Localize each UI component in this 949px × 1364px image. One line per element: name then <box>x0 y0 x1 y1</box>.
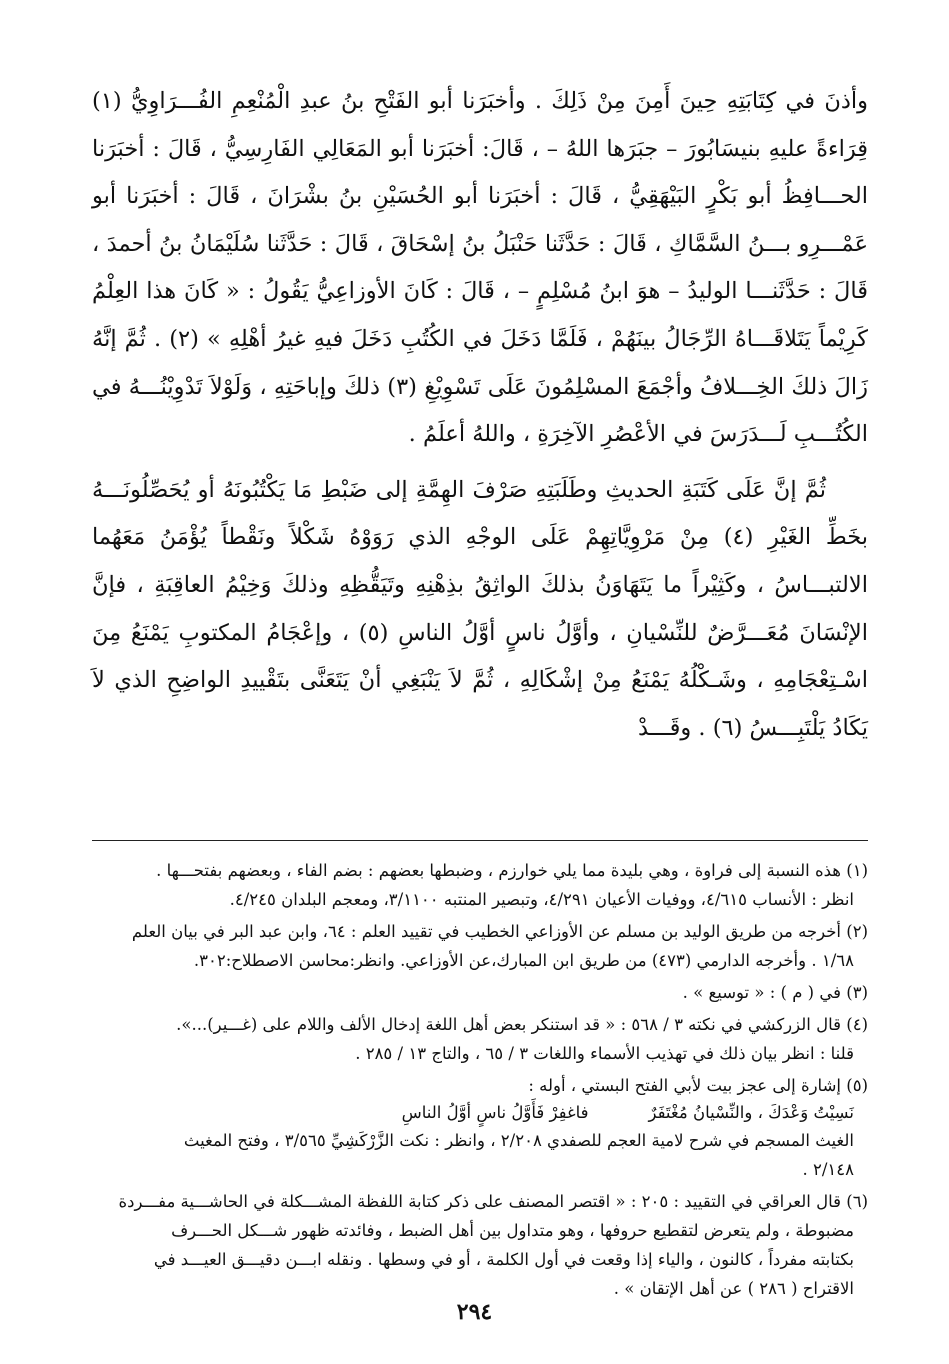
footnote-line: (٦) قال العراقي في التقييد : ٢٠٥ : « اقتصر المصنف على ذكر كتابة اللفظة المشـــكلة في الحاشـــية مفـــردة <box>118 1192 868 1211</box>
footnote-line: (١) هذه النسبة إلى فراوة ، وهي بليدة مما يلي خوارزم ، وضبطها بعضهم : بضم الفاء ، وبعضهم بفتحـــها . <box>156 861 868 880</box>
footnote-line: (٣) في ( م ) : « توسيع » . <box>682 983 868 1002</box>
verse-hemistich-second: فاغفِرْ فَأَوَّلُ ناسٍ أوَّلُ الناسِ <box>401 1103 589 1122</box>
footnote-line: الغيث المسجم في شرح لامية العجم للصفدي ٢/٢٠٨ ، وانظر : نكت الزَّرْكَشِيِّ ٣/٥٦٥ ، وفتح المغيث <box>183 1131 854 1150</box>
footnote-2 <box>92 917 868 975</box>
footnote-4 <box>92 1010 868 1068</box>
footnote-line: ٢/١٤٨ . <box>802 1160 854 1179</box>
main-text <box>92 78 868 752</box>
verse-hemistich-first: نَسِيْتُ وَعْدَكَ ، والنِّسْيانُ مُغْتَفَرٌ <box>648 1103 854 1122</box>
footnote-6 <box>92 1187 868 1303</box>
footnote-line: الاقتراح ( ٢٨٦ ) عن أهل الإتقان » . <box>613 1279 854 1298</box>
page-body <box>92 78 869 1298</box>
footnote-line: ١/٦٨ . وأخرجه الدارمي (٤٧٣) من طريق ابن المبارك،عن الأوزاعي. وانظر:محاسن الاصطلاح:٣٠٢. <box>193 951 854 970</box>
footnote-separator <box>92 840 868 841</box>
footnote-3 <box>92 978 868 1007</box>
footnote-line: (٥) إشارة إلى عجز بيت لأبي الفتح البستي ، أوله : <box>528 1076 868 1095</box>
footnote-line: (٢) أخرجه من طريق الوليد بن مسلم عن الأوزاعي الخطيب في تقييد العلم : ٦٤، وابن عبد البر في بيان العلم <box>131 922 868 941</box>
footnote-1 <box>92 856 868 914</box>
paragraph-2: ثُمَّ إنَّ عَلَى كَتَبَةِ الحديثِ وطَلَبَتِهِ صَرْفَ الهِمَّةِ إلى ضَبْطِ مَا يَكْتُبُونَهُ أو يُحَصِّلُونَـــهُ بخَطِّ الغَيْرِ (٤) مِنْ مَرْوِيَّاتِهِمْ عَلَى الوجْهِ الذي رَوَوْهُ شَكْلاً ونَقْطاً يُؤْمَنُ مَعَهُما الالتبـــاسُ ، وكَثِيْراً ما يَتَهَاوَنُ بذلكَ الواثِقُ بذِهْنِهِ وتَيَقُّظِهِ وذلكَ وَخِيْمُ العاقِبَةِ ، فإنَّ الإنْسَانَ مُعَـــرَّضٌ للنِّسْيانِ ، وأوَّلُ ناسٍ أوَّلُ الناسِ (٥) ، وإعْجَامُ المكتوبِ يَمْنَعُ مِنَ اسْـتِعْجَامِهِ ، وشَـكْلُهُ يَمْنَعُ مِنْ إشْكَالِهِ ، ثُمَّ لاَ يَنْبَغِي أنْ يَتَعَنَّى بتَقْييدِ الواضِحِ الذي لاَ يَكَادُ يَلْتَبِـــسُ (٦) . وقَـــدْ <box>92 476 868 741</box>
footnote-line: (٤) قال الزركشي في نكته ٣ / ٥٦٨ : « قد استنكر بعض أهل اللغة إدخال الألف واللام على (غـــير)...». <box>176 1015 868 1034</box>
footnote-line: انظر : الأنساب ٤/٦١٥، ووفيات الأعيان ٤/٢٩١، وتبصير المنتبه ٣/١١٠٠، ومعجم البلدان ٤/٢٤٥. <box>229 890 854 909</box>
footnote-5 <box>92 1071 868 1184</box>
footnote-line: مضبوطة ، ولم يتعرض لتقطيع حروفها ، وهو متداول بين أهل الضبط ، وفائدته ظهور شـــكل الحـــرف <box>171 1221 854 1240</box>
paragraph-1: وأذنَ في كِتَابَتِهِ حِينَ أَمِنَ مِنْ ذَلِكَ . وأخبَرَنا أبو الفَتْحِ بنُ عبدِ الْمُنْعِمِ الفُـــرَاوِيُّ (١) قِرَاءةً عليهِ بنيسَابُورَ – جبَرَها اللهُ – ، قَالَ: أخبَرَنا أبو المَعَالِي الفَارِسِيُّ ، قَالَ : أخبَرَنا الحـــافِظُ أبو بَكْرٍ البَيْهَقِيُّ ، قَالَ : أخبَرَنا أبو الحُسَيْنِ بنُ بشْرَانَ ، قَالَ : أخبَرَنا أبو عَمْـــرِو بـــنُ السَّمَّاكِ ، قَالَ : حَدَّثَنا حَنْبَلُ بنُ إسْحَاقَ ، قَالَ : حَدَّثَنا سُلَيْمَانُ بنُ أحمدَ ، قَالَ : حَدَّثَنـــا الوليدُ – هوَ ابنُ مُسْلِمٍ – ، قَالَ : كَانَ الأوزاعِيُّ يَقُولُ : « كَانَ هذا العِلْمُ كَرِيْماً يَتَلاقَـــاهُ الرِّجَالُ بينَهُمْ ، فَلَمَّا دَخَلَ في الكُتُبِ دَخَلَ فيهِ غيرُ أهْلِهِ » (٢) . ثُمَّ إنَّهُ زَالَ ذلكَ الخِـــلافُ وأجْمَعَ المسْلِمُونَ عَلَى تَسْوِيْغِ (٣) ذلكَ وإباحَتِهِ ، وَلَوْلاَ تَدْوِيْنُـــهُ في الكُتُـــبِ لَـــدَرَسَ في الأعْصُرِ الآخِرَةِ ، واللهُ أعلَمُ . <box>92 88 869 448</box>
footnotes <box>92 856 868 1306</box>
footnote-line: بكتابته مفرداً ، كالنون ، والياء إذا وقعت في أول الكلمة ، أو في وسطها . ونقله ابـــن دقيـــق العيـــد في <box>153 1250 854 1269</box>
footnote-line: قلنا : انظر بيان ذلك في تهذيب الأسماء واللغات ٣ / ٦٥ ، والتاج ١٣ / ٢٨٥ . <box>355 1044 854 1063</box>
poetry-verse <box>92 1100 868 1126</box>
page-number: ٢٩٤ <box>456 1299 493 1325</box>
